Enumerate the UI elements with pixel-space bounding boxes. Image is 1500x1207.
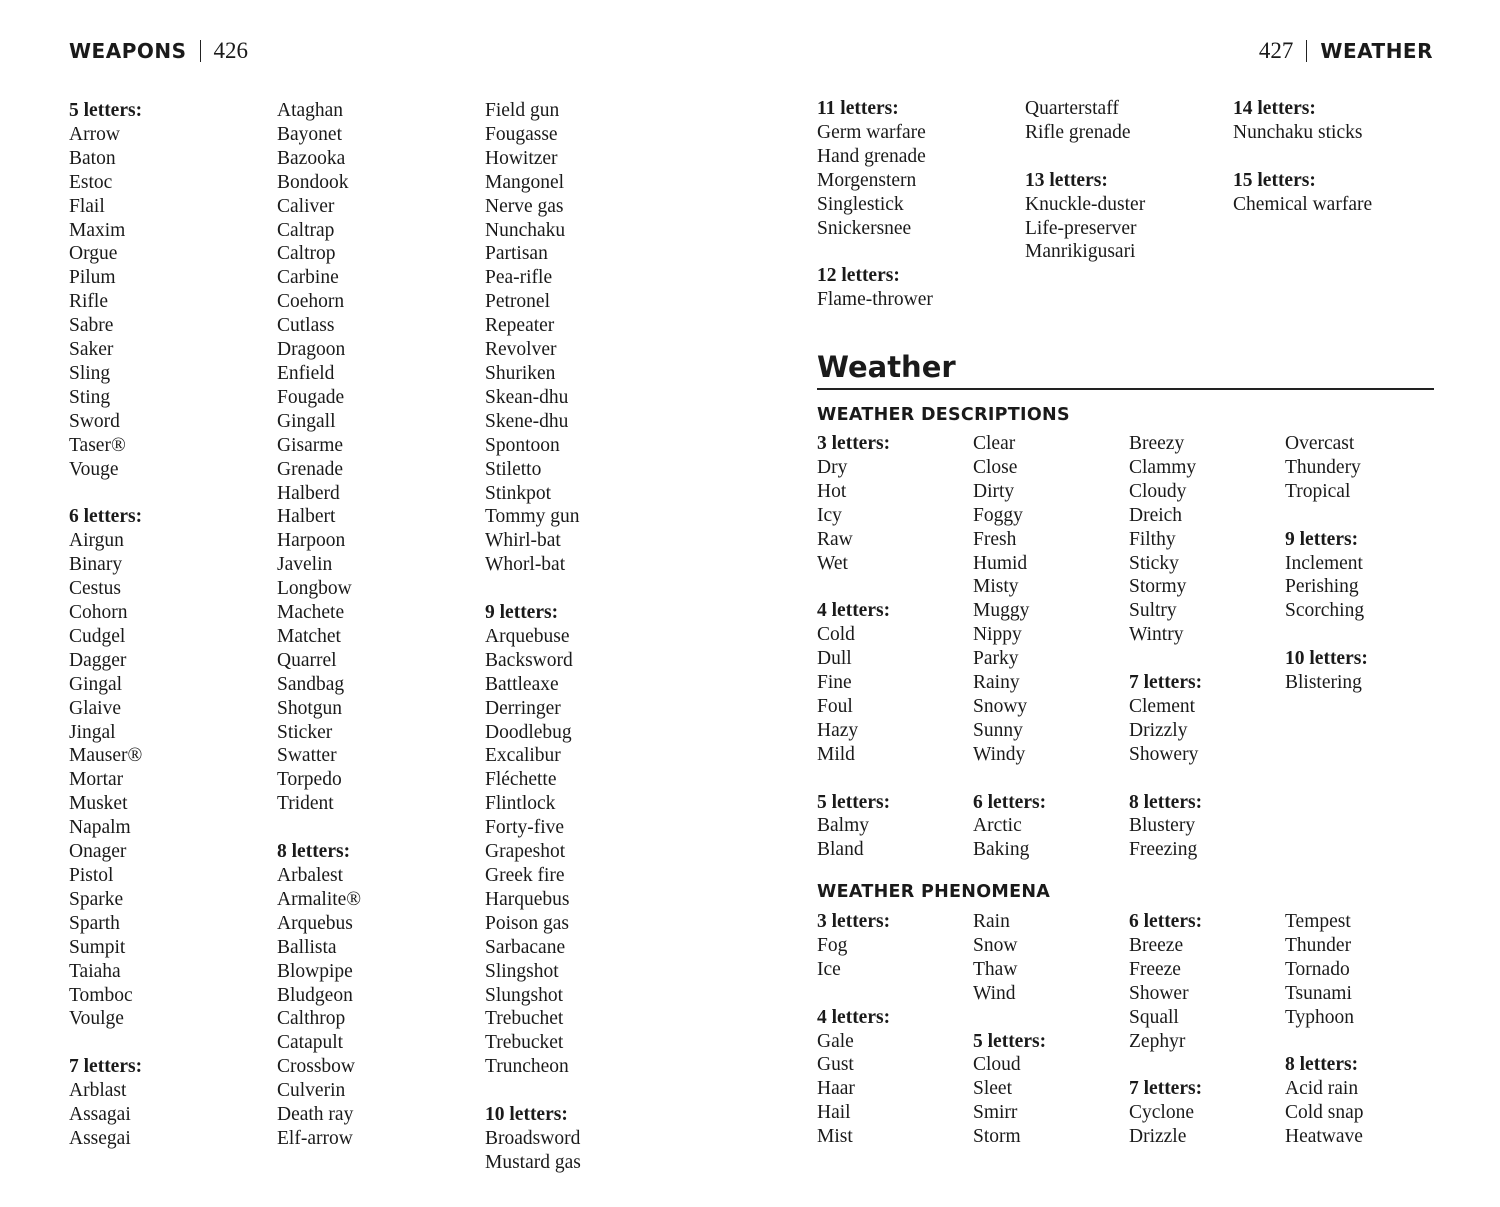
group-spacer <box>485 577 685 601</box>
word-entry: Binary <box>69 554 123 576</box>
word-entry: Arquebuse <box>485 625 570 647</box>
word-entry: Caltrop <box>277 243 336 265</box>
word-entry: Nerve gas <box>485 195 564 217</box>
letter-count-heading: 10 letters: <box>485 1104 568 1126</box>
word-entry: Blustery <box>1129 815 1196 837</box>
word-entry: Nunchaku <box>485 219 566 241</box>
word-entry: Halbert <box>277 506 336 528</box>
word-entry: Mist <box>817 1126 853 1148</box>
word-entry: Breezy <box>1129 433 1185 454</box>
word-entry: Sticky <box>1129 552 1179 574</box>
word-entry: Culverin <box>277 1080 346 1102</box>
word-entry: Gingall <box>277 410 336 432</box>
word-entry: Flintlock <box>485 793 556 815</box>
group-spacer <box>1233 145 1433 169</box>
word-entry: Arctic <box>973 815 1022 837</box>
word-entry: Shuriken <box>485 362 556 384</box>
word-entry: Howitzer <box>485 147 558 169</box>
word-entry: Gust <box>817 1054 854 1076</box>
word-entry: Acid rain <box>1285 1078 1359 1100</box>
word-entry: Haar <box>817 1078 855 1100</box>
phenomena-column-4 <box>1285 910 1485 1149</box>
word-entry: Torpedo <box>277 769 342 791</box>
word-entry: Freezing <box>1129 839 1198 861</box>
letter-count-heading: 9 letters: <box>485 602 559 624</box>
word-entry: Estoc <box>69 171 113 193</box>
word-entry: Tempest <box>1285 911 1351 932</box>
word-entry: Pea-rifle <box>485 267 553 289</box>
word-entry: Showery <box>1129 743 1199 765</box>
word-entry: Bazooka <box>277 147 346 169</box>
word-entry: Trebucket <box>485 1032 564 1054</box>
word-entry: Truncheon <box>485 1056 569 1078</box>
letter-count-heading: 15 letters: <box>1233 169 1316 191</box>
group-spacer <box>69 1031 269 1055</box>
word-entry: Whirl-bat <box>485 530 561 552</box>
weapons-column-5 <box>1025 97 1225 264</box>
word-entry: Mild <box>817 743 855 765</box>
word-entry: Mustard gas <box>485 1151 581 1173</box>
word-entry: Partisan <box>485 243 548 265</box>
word-entry: Assagai <box>69 1104 131 1126</box>
word-entry: Napalm <box>69 817 131 839</box>
word-entry: Clear <box>973 433 1016 454</box>
word-entry: Voulge <box>69 1008 124 1030</box>
word-entry: Snow <box>973 934 1018 956</box>
word-entry: Grenade <box>277 458 344 480</box>
word-entry: Harpoon <box>277 530 346 552</box>
descriptions-column-4 <box>1285 432 1485 695</box>
word-entry: Swatter <box>277 745 337 767</box>
subheading-weather-descriptions: WEATHER DESCRIPTIONS <box>817 405 1070 425</box>
word-entry: Flail <box>69 195 105 217</box>
word-entry: Rifle grenade <box>1025 121 1131 143</box>
word-entry: Enfield <box>277 362 335 384</box>
word-entry: Saker <box>69 339 114 361</box>
subheading-weather-phenomena: WEATHER PHENOMENA <box>817 882 1051 902</box>
word-entry: Cutlass <box>277 315 335 337</box>
word-entry: Poison gas <box>485 912 569 934</box>
word-entry: Rainy <box>973 672 1020 694</box>
word-entry: Gisarme <box>277 434 344 456</box>
word-entry: Inclement <box>1285 552 1363 574</box>
word-entry: Longbow <box>277 578 352 600</box>
word-entry: Pilum <box>69 267 116 289</box>
word-entry: Calthrop <box>277 1008 346 1030</box>
word-entry: Sultry <box>1129 600 1177 622</box>
word-entry: Fougade <box>277 386 345 408</box>
word-entry: Fine <box>817 672 852 694</box>
letter-count-heading: 11 letters: <box>817 98 899 119</box>
word-entry: Overcast <box>1285 433 1355 454</box>
word-entry: Ice <box>817 958 841 980</box>
word-entry: Slingshot <box>485 960 559 982</box>
word-entry: Icy <box>817 504 842 526</box>
word-entry: Ballista <box>277 936 337 958</box>
word-entry: Assegai <box>69 1127 131 1149</box>
word-entry: Orgue <box>69 243 118 265</box>
header-divider <box>1306 40 1307 62</box>
word-entry: Baton <box>69 147 116 169</box>
group-spacer <box>1285 504 1485 528</box>
word-entry: Stiletto <box>485 458 542 480</box>
word-entry: Battleaxe <box>485 673 559 695</box>
word-entry: Dull <box>817 648 852 670</box>
weapons-column-2 <box>277 99 477 1151</box>
word-entry: Tropical <box>1285 480 1351 502</box>
word-entry: Mortar <box>69 769 124 791</box>
word-entry: Cloud <box>973 1054 1021 1076</box>
word-entry: Broadsword <box>485 1127 581 1149</box>
word-entry: Sabre <box>69 315 114 337</box>
word-entry: Maxim <box>69 219 126 241</box>
word-entry: Thaw <box>973 958 1018 980</box>
word-entry: Hand grenade <box>817 145 926 167</box>
word-entry: Jingal <box>69 721 116 743</box>
word-entry: Hail <box>817 1102 851 1124</box>
section-rule <box>817 388 1434 390</box>
word-entry: Clammy <box>1129 456 1197 478</box>
word-entry: Germ warfare <box>817 121 926 143</box>
word-entry: Breeze <box>1129 934 1184 956</box>
word-entry: Thundery <box>1285 456 1361 478</box>
letter-count-heading: 8 letters: <box>1285 1054 1359 1076</box>
word-entry: Baking <box>973 839 1030 861</box>
word-entry: Bland <box>817 839 864 861</box>
word-entry: Skean-dhu <box>485 386 569 408</box>
word-entry: Whorl-bat <box>485 554 566 576</box>
word-entry: Repeater <box>485 315 555 337</box>
word-entry: Rain <box>973 911 1010 932</box>
word-entry: Doodlebug <box>485 721 572 743</box>
word-entry: Wet <box>817 552 848 574</box>
word-entry: Singlestick <box>817 193 904 215</box>
word-entry: Squall <box>1129 1006 1179 1028</box>
letter-count-heading: 7 letters: <box>1129 1078 1203 1100</box>
running-head-right <box>1259 38 1433 64</box>
word-entry: Raw <box>817 528 853 550</box>
word-entry: Dagger <box>69 649 127 671</box>
word-entry: Quarrel <box>277 649 337 671</box>
group-spacer <box>277 816 477 840</box>
word-entry: Bayonet <box>277 123 342 145</box>
word-entry: Blowpipe <box>277 960 353 982</box>
word-entry: Nunchaku sticks <box>1233 121 1363 143</box>
word-entry: Catapult <box>277 1032 344 1054</box>
word-entry: Storm <box>973 1126 1021 1148</box>
group-spacer <box>817 240 1017 264</box>
word-entry: Humid <box>973 552 1028 574</box>
word-entry: Scorching <box>1285 600 1365 622</box>
word-entry: Sticker <box>277 721 333 743</box>
letter-count-heading: 8 letters: <box>1129 791 1203 813</box>
letter-count-heading: 5 letters: <box>69 100 143 121</box>
word-entry: Sparth <box>69 912 120 934</box>
word-entry: Zephyr <box>1129 1030 1186 1052</box>
word-entry: Quarterstaff <box>1025 98 1119 119</box>
word-entry: Foggy <box>973 504 1023 526</box>
word-entry: Filthy <box>1129 528 1176 550</box>
word-entry: Taser® <box>69 434 126 456</box>
word-entry: Sting <box>69 386 111 408</box>
word-entry: Foul <box>817 695 853 717</box>
word-entry: Taiaha <box>69 960 121 982</box>
group-spacer <box>1285 1030 1485 1054</box>
word-entry: Coehorn <box>277 291 345 313</box>
word-entry: Sparke <box>69 888 124 910</box>
word-entry: Chemical warfare <box>1233 193 1373 215</box>
word-entry: Petronel <box>485 291 550 313</box>
header-divider <box>200 40 201 62</box>
word-entry: Airgun <box>69 530 124 552</box>
word-entry: Perishing <box>1285 576 1359 598</box>
weapons-column-4 <box>817 97 1017 312</box>
letter-count-heading: 3 letters: <box>817 433 891 454</box>
letter-count-heading: 12 letters: <box>817 265 900 287</box>
word-entry: Matchet <box>277 625 341 647</box>
word-entry: Caltrap <box>277 219 335 241</box>
word-entry: Spontoon <box>485 434 560 456</box>
word-entry: Wintry <box>1129 624 1184 646</box>
word-entry: Sandbag <box>277 673 345 695</box>
word-entry: Carbine <box>277 267 339 289</box>
word-entry: Wind <box>973 982 1016 1004</box>
group-spacer <box>485 1079 685 1103</box>
word-entry: Dirty <box>973 480 1015 502</box>
word-entry: Harquebus <box>485 888 570 910</box>
page-number-right: 427 <box>1258 38 1294 63</box>
word-entry: Forty-five <box>485 817 565 839</box>
word-entry: Cudgel <box>69 625 126 647</box>
word-entry: Elf-arrow <box>277 1127 353 1149</box>
word-entry: Tomboc <box>69 984 133 1006</box>
running-head-left <box>69 38 248 64</box>
word-entry: Cestus <box>69 578 122 600</box>
letter-count-heading: 13 letters: <box>1025 169 1108 191</box>
word-entry: Windy <box>973 743 1026 765</box>
word-entry: Misty <box>973 576 1019 598</box>
word-entry: Greek fire <box>485 864 565 886</box>
group-spacer <box>69 482 269 506</box>
word-entry: Mangonel <box>485 171 565 193</box>
weapons-column-3 <box>485 99 685 1175</box>
word-entry: Gingal <box>69 673 123 695</box>
page-number-left: 426 <box>213 38 249 63</box>
word-entry: Blistering <box>1285 672 1362 694</box>
word-entry: Freeze <box>1129 958 1181 980</box>
word-entry: Stinkpot <box>485 482 552 504</box>
word-entry: Arbalest <box>277 864 344 886</box>
word-entry: Close <box>973 456 1018 478</box>
word-entry: Morgenstern <box>817 169 917 191</box>
word-entry: Stormy <box>1129 576 1187 598</box>
word-entry: Clement <box>1129 695 1196 717</box>
word-entry: Rifle <box>69 291 108 313</box>
word-entry: Cloudy <box>1129 480 1187 502</box>
word-entry: Machete <box>277 602 345 624</box>
word-entry: Sumpit <box>69 936 126 958</box>
word-entry: Dreich <box>1129 504 1183 526</box>
word-entry: Gale <box>817 1030 854 1052</box>
word-entry: Tornado <box>1285 958 1350 980</box>
word-entry: Sword <box>69 410 120 432</box>
word-entry: Tommy gun <box>485 506 580 528</box>
word-entry: Arquebus <box>277 912 353 934</box>
letter-count-heading: 8 letters: <box>277 841 351 863</box>
word-entry: Skene-dhu <box>485 410 569 432</box>
word-entry: Bondook <box>277 171 349 193</box>
letter-count-heading: 6 letters: <box>973 791 1047 813</box>
word-entry: Armalite® <box>277 888 362 910</box>
word-entry: Thunder <box>1285 934 1352 956</box>
word-entry: Arrow <box>69 123 120 145</box>
word-entry: Mauser® <box>69 745 143 767</box>
letter-count-heading: 5 letters: <box>817 791 891 813</box>
word-entry: Shower <box>1129 982 1189 1004</box>
group-spacer <box>1129 767 1329 791</box>
word-entry: Death ray <box>277 1104 354 1126</box>
letter-count-heading: 6 letters: <box>1129 911 1203 932</box>
word-entry: Glaive <box>69 697 121 719</box>
word-entry: Sunny <box>973 719 1023 741</box>
letter-count-heading: 10 letters: <box>1285 648 1368 670</box>
word-entry: Vouge <box>69 458 119 480</box>
word-entry: Sarbacane <box>485 936 566 958</box>
word-entry: Nippy <box>973 624 1022 646</box>
word-entry: Fléchette <box>485 769 557 791</box>
word-entry: Snowy <box>973 695 1028 717</box>
word-entry: Manrikigusari <box>1025 241 1136 263</box>
word-entry: Hazy <box>817 719 859 741</box>
word-entry: Drizzle <box>1129 1126 1187 1148</box>
word-entry: Shotgun <box>277 697 343 719</box>
word-entry: Muggy <box>973 600 1030 622</box>
word-entry: Derringer <box>485 697 561 719</box>
word-entry: Bludgeon <box>277 984 353 1006</box>
word-entry: Fog <box>817 934 848 956</box>
weapons-column-6 <box>1233 97 1433 217</box>
word-entry: Sleet <box>973 1078 1012 1100</box>
word-entry: Musket <box>69 793 128 815</box>
letter-count-heading: 3 letters: <box>817 911 891 932</box>
word-entry: Javelin <box>277 554 333 576</box>
word-entry: Cohorn <box>69 602 128 624</box>
word-entry: Crossbow <box>277 1056 356 1078</box>
word-entry: Drizzly <box>1129 719 1188 741</box>
group-spacer <box>1285 623 1485 647</box>
word-entry: Hot <box>817 480 847 502</box>
word-entry: Dry <box>817 456 848 478</box>
word-entry: Dragoon <box>277 339 346 361</box>
word-entry: Revolver <box>485 339 557 361</box>
letter-count-heading: 7 letters: <box>1129 672 1203 694</box>
word-entry: Smirr <box>973 1102 1018 1124</box>
word-entry: Halberd <box>277 482 340 504</box>
word-entry: Field gun <box>485 100 560 121</box>
word-entry: Knuckle-duster <box>1025 193 1146 215</box>
section-name-weapons: WEAPONS <box>69 39 187 63</box>
letter-count-heading: 4 letters: <box>817 1006 891 1028</box>
letter-count-heading: 14 letters: <box>1233 98 1316 119</box>
word-entry: Onager <box>69 841 127 863</box>
word-entry: Life-preserver <box>1025 217 1137 239</box>
word-entry: Cold snap <box>1285 1102 1364 1124</box>
word-entry: Slungshot <box>485 984 564 1006</box>
section-title-weather: Weather <box>817 350 956 384</box>
word-entry: Ataghan <box>277 100 344 121</box>
word-entry: Trident <box>277 793 334 815</box>
word-entry: Flame-thrower <box>817 289 933 311</box>
section-name-weather: WEATHER <box>1320 39 1433 63</box>
word-entry: Sling <box>69 362 111 384</box>
word-entry: Fougasse <box>485 123 558 145</box>
word-entry: Fresh <box>973 528 1017 550</box>
word-entry: Trebuchet <box>485 1008 564 1030</box>
word-entry: Arblast <box>69 1080 127 1102</box>
word-entry: Typhoon <box>1285 1006 1355 1028</box>
word-entry: Pistol <box>69 864 114 886</box>
letter-count-heading: 4 letters: <box>817 600 891 622</box>
word-entry: Balmy <box>817 815 869 837</box>
word-entry: Cold <box>817 624 855 646</box>
letter-count-heading: 6 letters: <box>69 506 143 528</box>
word-entry: Cyclone <box>1129 1102 1194 1124</box>
word-entry: Tsunami <box>1285 982 1352 1004</box>
word-entry: Heatwave <box>1285 1126 1363 1148</box>
letter-count-heading: 9 letters: <box>1285 528 1359 550</box>
word-entry: Backsword <box>485 649 573 671</box>
letter-count-heading: 5 letters: <box>973 1030 1047 1052</box>
letter-count-heading: 7 letters: <box>69 1056 143 1078</box>
word-entry: Parky <box>973 648 1019 670</box>
group-spacer <box>1025 145 1225 169</box>
word-entry: Snickersnee <box>817 217 912 239</box>
word-entry: Grapeshot <box>485 841 566 863</box>
word-entry: Excalibur <box>485 745 561 767</box>
word-entry: Caliver <box>277 195 335 217</box>
weapons-column-1 <box>69 99 269 1151</box>
